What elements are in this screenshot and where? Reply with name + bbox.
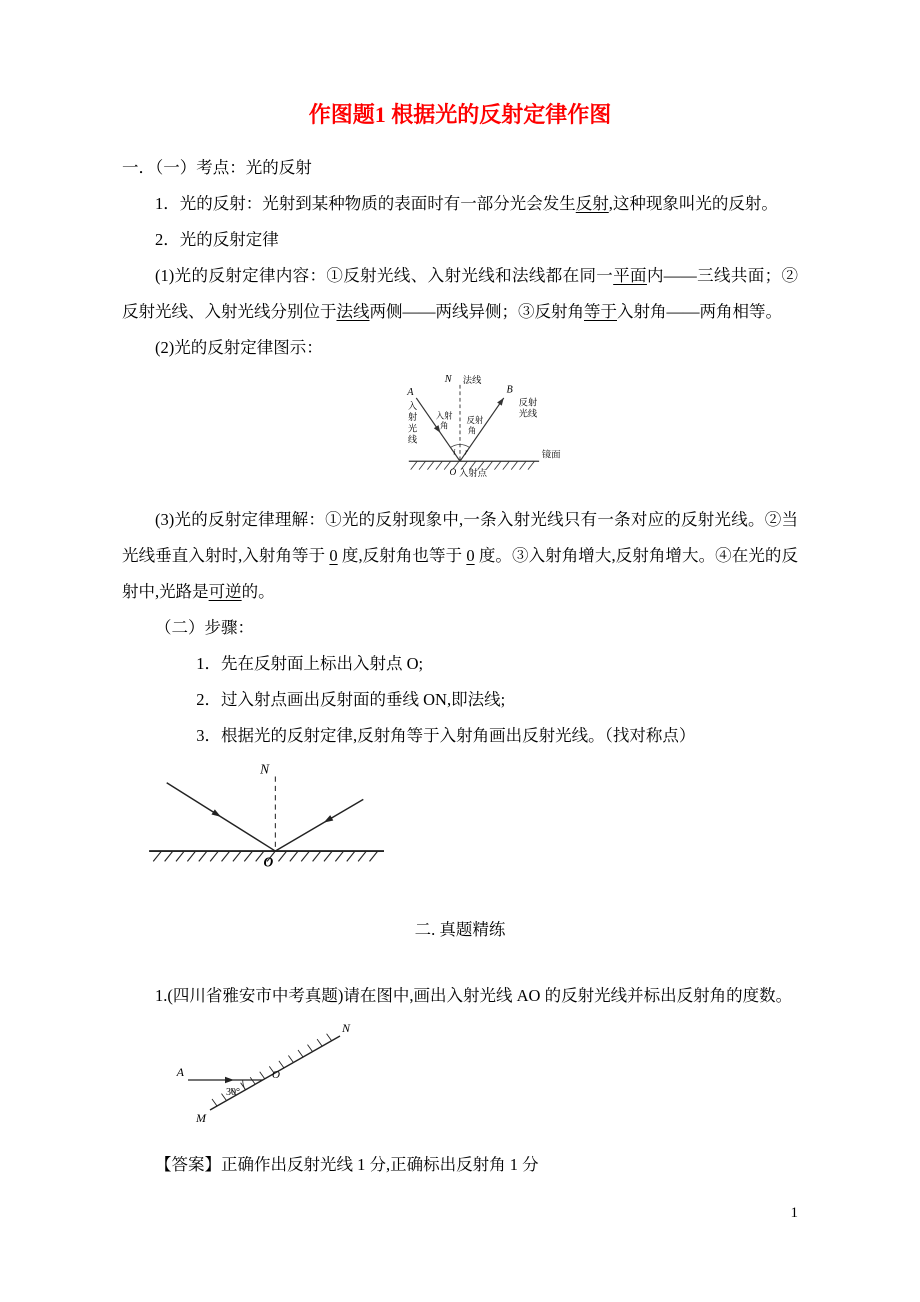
text-segment: 2．光的反射定律 — [155, 230, 279, 249]
text-segment: 入射角——两角相等。 — [617, 302, 782, 321]
section2-heading — [122, 912, 798, 948]
reflected-ray-arrowhead — [497, 398, 504, 406]
left-incident-ray-arrowhead — [212, 809, 222, 817]
paragraph-light-reflection — [122, 186, 798, 222]
point-a-label: A — [176, 1065, 184, 1079]
point-m-label: M — [196, 1111, 206, 1125]
incident-point-label: 入射点 — [459, 469, 487, 480]
reflected-ray-label-line: 反射 — [518, 398, 538, 409]
text-segment: 一．（一）考点：光的反射 — [122, 158, 312, 177]
reflected-angle-label-line: 反射 — [466, 416, 484, 426]
steps-example-diagram — [130, 760, 400, 879]
right-incident-ray-arrowhead — [324, 815, 334, 822]
reflected-angle-label-line: 角 — [467, 426, 477, 436]
text-segment: 度,反射角也等于 — [337, 546, 467, 565]
incident-ray-label-char: 线 — [407, 435, 418, 446]
question-1 — [122, 978, 798, 1014]
incident-ray-label-char: 入 — [407, 402, 418, 413]
underlined-term: 等于 — [584, 302, 617, 321]
underlined-term: 0 — [466, 546, 475, 565]
underlined-term: 平面 — [613, 266, 647, 285]
exam-question-diagram — [170, 1018, 390, 1128]
incident-ray-arrowhead — [225, 1077, 234, 1083]
section1-heading — [122, 150, 798, 186]
reflection-law-diagram — [320, 370, 600, 491]
paragraph-law-understanding — [122, 502, 798, 610]
angle-r-label: r — [464, 447, 469, 457]
reflected-ray-label-line: 光线 — [518, 409, 538, 420]
text-segment: 1．光的反射：光射到某种物质的表面时有一部分光会发生 — [155, 194, 576, 213]
page-title: 作图题1 根据光的反射定律作图 — [308, 102, 612, 127]
angle-arc — [243, 1080, 246, 1090]
incident-angle-label-line: 入射 — [435, 411, 453, 421]
point-a-label: A — [407, 387, 414, 399]
text-segment: （二）步骤： — [155, 618, 254, 637]
text-segment: (1)光的反射定律内容：①反射光线、入射光线和法线都在同一 — [155, 266, 614, 285]
text-segment: (3)光的反射定律理解：①光的反射现象中,一条入射光线只有一条对应的反射光线。②当光线垂直入射时,入射角等于 — [122, 510, 798, 565]
reflection-law-figure-wrapper — [122, 370, 798, 496]
step-item: 2．过入射点画出反射面的垂线 ON,即法线; — [196, 690, 506, 709]
page-number: 1 — [790, 1205, 798, 1221]
angle-i-label: i — [453, 447, 456, 457]
underlined-term: 反射 — [575, 194, 609, 213]
steps-example-figure-wrapper — [130, 760, 798, 884]
point-o-label: O — [263, 854, 274, 870]
point-o-label: O — [449, 468, 457, 479]
point-n-label: N — [342, 1021, 351, 1035]
text-segment: 内——三线共面；②反射光线、入射光线分别位于 — [122, 266, 799, 321]
paragraph-reflection-law — [122, 222, 798, 258]
text-segment: 【答案】正确作出反射光线 1 分,正确标出反射角 1 分 — [155, 1155, 539, 1174]
text-segment: (2)光的反射定律图示： — [155, 338, 323, 357]
incident-angle-label-line: 角 — [439, 421, 449, 431]
left-incident-ray-line — [167, 783, 276, 851]
text-segment: ,这种现象叫光的反射。 — [608, 194, 778, 213]
point-o-label: O — [272, 1069, 280, 1081]
incident-ray-label-char: 光 — [407, 424, 418, 435]
paragraph-law-diagram-caption — [122, 330, 798, 366]
underlined-term: 可逆 — [208, 582, 242, 601]
step-item: 3．根据光的反射定律,反射角等于入射角画出反射光线。（找对称点） — [196, 726, 696, 745]
steps-list — [122, 646, 798, 754]
right-incident-ray-line — [275, 799, 363, 851]
section-steps-heading — [122, 610, 798, 646]
underlined-term: 法线 — [336, 302, 370, 321]
exam-figure-wrapper — [170, 1018, 798, 1133]
paragraph-law-content — [122, 258, 798, 330]
text-segment: 的。 — [241, 582, 275, 601]
normal-letter-label: N — [260, 761, 270, 777]
step-item: 1．先在反射面上标出入射点 O; — [196, 654, 424, 673]
text-segment: 度。③入射角增大,反射角增大。④在光的反射中,光路是 — [122, 546, 799, 601]
angle-value-label: 30° — [226, 1087, 240, 1098]
underlined-term: 0 — [329, 546, 338, 565]
text-segment: 1.(四川省雅安市中考真题)请在图中,画出入射光线 AO 的反射光线并标出反射角的度数。 — [155, 986, 793, 1005]
normal-letter-label: N — [444, 374, 452, 386]
normal-label: 法线 — [462, 376, 482, 387]
answer — [122, 1147, 798, 1183]
text-segment: 两侧——两线异侧；③反射角 — [369, 302, 584, 321]
point-b-label: B — [506, 384, 513, 396]
incident-ray-label-char: 射 — [407, 413, 418, 424]
mirror-label: 镜面 — [541, 450, 561, 461]
text-segment: 二. 真题精练 — [414, 920, 506, 939]
